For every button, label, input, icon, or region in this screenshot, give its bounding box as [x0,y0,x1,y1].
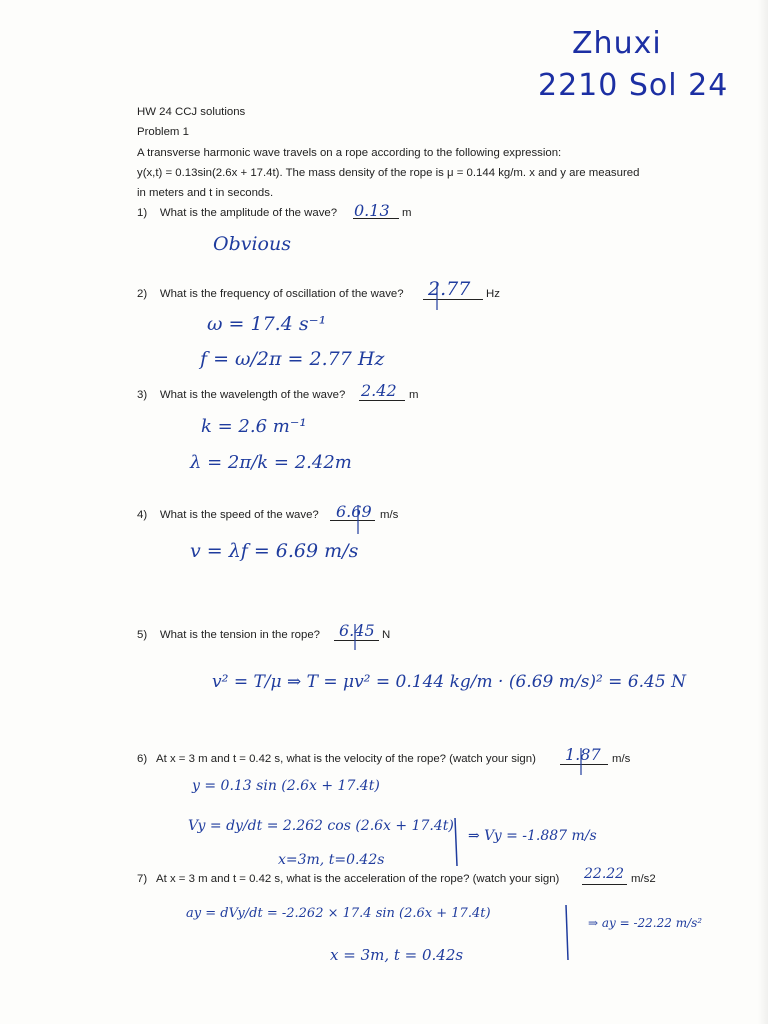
question-text: What is the speed of the wave? [159,509,319,521]
question-text: At x = 3 m and t = 0.42 s, what is the velocity of the rope? (watch your sign) [156,753,536,765]
unit-4: m/s [380,509,399,521]
work-q2-frequency: f = ω/2π = 2.77 Hz [200,348,385,370]
answer-3: 2.42 [361,381,397,400]
question-number: 3) [137,389,148,401]
student-name: Zhuxi [572,26,662,61]
unit-1: m [402,207,412,219]
work-q3-wavenumber: k = 2.6 m⁻¹ [201,416,307,437]
work-q6-position: y = 0.13 sin (2.6x + 17.4t) [192,778,380,794]
q6-bracket [455,818,457,866]
answer-4: 6.69 [336,502,372,521]
question-number: 2) [137,288,148,300]
document-title: HW 24 CCJ solutions [137,106,246,118]
problem-intro-line-3: in meters and t in seconds. [137,187,274,199]
work-q7-conditions: x = 3m, t = 0.42s [330,946,464,964]
course-section: 2210 Sol 24 [538,68,729,103]
question-text: At x = 3 m and t = 0.42 s, what is the acceleration of the rope? (watch your sign) [156,873,560,885]
page-edge-shadow [758,0,768,1024]
question-text: What is the frequency of oscillation of the wave? [159,288,404,300]
unit-2: Hz [486,288,500,300]
question-number: 4) [137,509,148,521]
question-text: What is the wavelength of the wave? [159,389,346,401]
unit-7: m/s2 [631,873,656,885]
unit-6: m/s [612,753,631,765]
question-number: 1) [137,207,148,219]
q7-bracket [566,905,568,960]
work-q3-wavelength: λ = 2π/k = 2.42m [190,452,352,473]
unit-5: N [382,629,391,641]
answer-5: 6.45 [339,621,375,640]
problem-intro-line-1: A transverse harmonic wave travels on a rope according to the following expression: [137,147,562,159]
work-q7-acceleration: ay = dVy/dt = -2.262 × 17.4 sin (2.6x + 17.4t) [186,906,491,921]
work-q1-note: Obvious [213,233,291,255]
work-q6-velocity: Vy = dy/dt = 2.262 cos (2.6x + 17.4t) [188,818,454,834]
work-q2-omega: ω = 17.4 s⁻¹ [207,313,327,335]
work-q7-result: ⇒ ay = -22.22 m/s² [588,916,703,930]
work-q4-speed: v = λf = 6.69 m/s [190,540,359,562]
answer-6: 1.87 [565,745,601,764]
question-text: What is the amplitude of the wave? [159,207,338,219]
question-number: 7) [137,873,148,885]
question-text: What is the tension in the rope? [159,629,321,641]
problem-heading: Problem 1 [137,126,189,138]
work-q5-tension: v² = T/μ ⇒ T = μv² = 0.144 kg/m · (6.69 m/s)² = 6.45 N [212,672,686,692]
answer-7: 22.22 [584,866,625,882]
work-q6-conditions: x=3m, t=0.42s [278,852,385,868]
answer-2: 2.77 [428,278,471,300]
answer-1: 0.13 [354,201,390,220]
question-number: 5) [137,629,148,641]
problem-intro-line-2: y(x,t) = 0.13sin(2.6x + 17.4t). The mass density of the rope is μ = 0.144 kg/m. x and y are measured [137,167,640,179]
question-number: 6) [137,753,148,765]
work-q6-result: ⇒ Vy = -1.887 m/s [468,828,597,844]
unit-3: m [409,389,419,401]
